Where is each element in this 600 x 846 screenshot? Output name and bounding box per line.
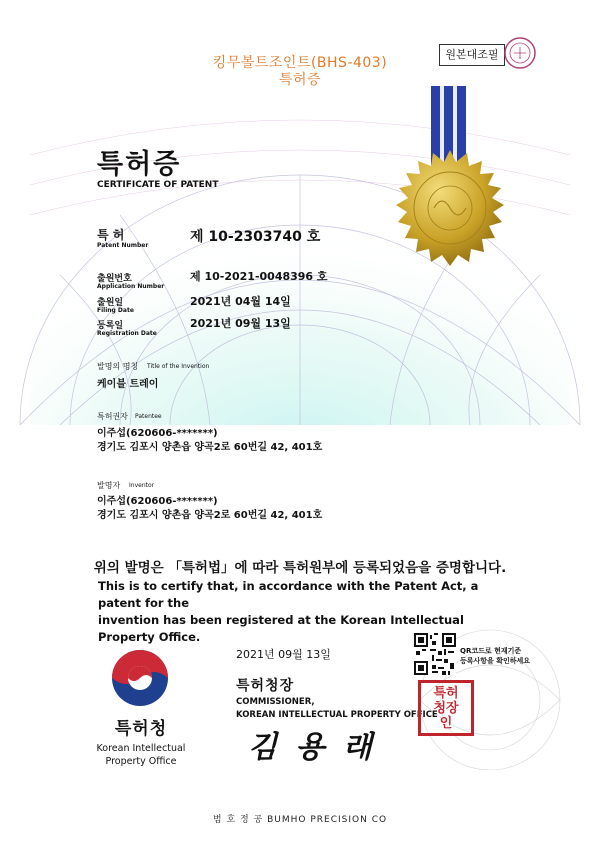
- certification-en-line2: invention has been registered at the Korean Intellectual Property Office.: [98, 613, 464, 644]
- inventor-label: 발명자: [97, 481, 121, 490]
- registration-date-value: 2021년 09월 13일: [190, 317, 291, 330]
- commissioner-title-en-line1: COMMISSIONER,: [236, 697, 315, 707]
- product-title: 킹무볼트조인트(BHS-403): [212, 55, 388, 71]
- qr-note-line2: 등록사항을 확인하세요: [460, 657, 531, 665]
- kipo-name-ko: 특허청: [114, 719, 168, 739]
- application-number-label-en: Application Number: [97, 283, 165, 290]
- issue-date: 2021년 09월 13일: [236, 648, 331, 661]
- inventor-address: 경기도 김포시 양촌읍 양곡2로 60번길 42, 401호: [97, 510, 323, 521]
- qr-code-icon: [414, 633, 456, 675]
- kipo-logo-icon: [110, 648, 170, 708]
- patent-number-label-en: Patent Number: [97, 242, 149, 249]
- application-number-value: 제 10-2021-0048396 호: [190, 270, 328, 283]
- red-seal-text: 특허청장인: [433, 685, 459, 731]
- kipo-name-en-line2: Property Office: [105, 756, 177, 767]
- commissioner-title-ko: 특허청장: [236, 678, 295, 694]
- footer-company: 범 호 정 공 BUMHO PRECISION CO: [212, 815, 388, 825]
- inventor-name: 이주섭(620606-*******): [97, 496, 218, 507]
- patent-number-value: 제 10-2303740 호: [190, 229, 321, 245]
- official-red-seal: [418, 680, 474, 736]
- patentee-label-en: Patentee: [135, 413, 162, 420]
- watermark-pattern: [380, 620, 580, 770]
- registration-date-label-en: Registration Date: [97, 330, 157, 337]
- patentee-address: 경기도 김포시 양촌읍 양곡2로 60번길 42, 401호: [97, 442, 323, 453]
- gold-seal-icon: [388, 148, 512, 272]
- application-number-label: 출원번호: [97, 274, 132, 284]
- document-type: 특허증: [278, 72, 322, 88]
- original-verified-stamp: 원본대조필: [439, 44, 505, 66]
- registration-date-label: 등록일: [97, 321, 124, 331]
- invention-label-en: Title of the Invention: [147, 363, 210, 370]
- filing-date-value: 2021년 04월 14일: [190, 295, 291, 308]
- inventor-label-en: Inventor: [129, 482, 155, 489]
- invention-label: 발명의 명칭: [97, 362, 139, 371]
- patentee-label: 특허권자: [97, 412, 128, 421]
- patent-number-label: 특 허: [97, 228, 125, 242]
- patentee-name: 이주섭(620606-*******): [97, 428, 218, 439]
- certification-en-line1: This is to certify that, in accordance with the Patent Act, a patent for the: [98, 579, 479, 610]
- commissioner-signature: 김 용 래: [248, 730, 376, 765]
- certificate-title: 특허증: [97, 149, 182, 180]
- filing-date-label-en: Filing Date: [97, 307, 134, 314]
- verification-seal-icon: [503, 36, 537, 70]
- invention-title: 케이블 트레이: [97, 379, 159, 390]
- certification-statement-ko: 위의 발명은 「특허법」에 따라 특허원부에 등록되었음을 증명합니다.: [93, 560, 507, 576]
- kipo-name-en-line1: Korean Intellectual: [96, 743, 186, 754]
- certificate-subtitle: CERTIFICATE OF PATENT: [97, 180, 219, 190]
- filing-date-label: 출원일: [97, 298, 124, 308]
- qr-note-line1: QR코드로 현재기준: [460, 647, 522, 655]
- commissioner-title-en-line2: KOREAN INTELLECTUAL PROPERTY OFFICE: [236, 710, 438, 720]
